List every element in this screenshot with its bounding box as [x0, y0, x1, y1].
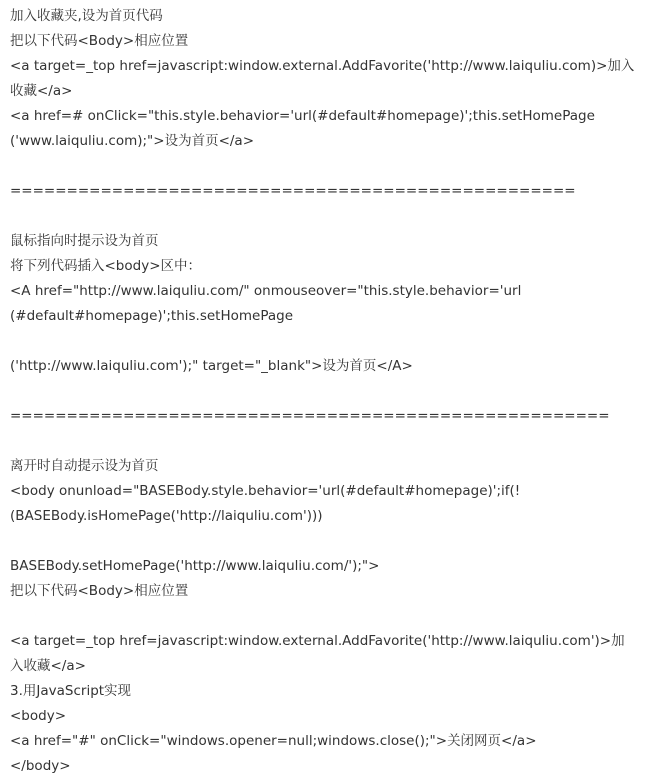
text-line: <body> [10, 708, 67, 724]
separator-line: ================================================== [10, 183, 576, 199]
text-line: BASEBody.setHomePage('http://www.laiquliu.com/');"> [10, 558, 380, 574]
text-line: <a target=_top href=javascript:window.external.AddFavorite('http://www.laiquliu.com)>加入 [10, 58, 635, 74]
blank-line [10, 604, 660, 629]
blank-line [10, 379, 660, 404]
blank-line [10, 154, 660, 179]
text-line: <A href="http://www.laiquliu.com/" onmouseover="this.style.behavior='url [10, 283, 522, 299]
blank-line [10, 529, 660, 554]
section-heading: 鼠标指向时提示设为首页 [10, 233, 159, 249]
separator-line: ===================================================== [10, 408, 610, 424]
text-line: <a href="#" onClick="windows.opener=null;windows.close();">关闭网页</a> [10, 733, 537, 749]
code-document [10, 4, 660, 779]
text-line: ('www.laiquliu.com);">设为首页</a> [10, 133, 255, 149]
text-line: 收藏</a> [10, 83, 73, 99]
blank-line [10, 429, 660, 454]
text-line: (BASEBody.isHomePage('http://laiquliu.com'))) [10, 508, 323, 524]
section-heading: 离开时自动提示设为首页 [10, 458, 159, 474]
text-line: 加入收藏夹,设为首页代码 [10, 8, 163, 24]
blank-line [10, 329, 660, 354]
text-line: 把以下代码<Body>相应位置 [10, 33, 189, 49]
text-line: <a target=_top href=javascript:window.external.AddFavorite('http://www.laiquliu.com')>加 [10, 633, 625, 649]
text-line: </body> [10, 758, 71, 774]
text-line: (#default#homepage)';this.setHomePage [10, 308, 294, 324]
text-line: 将下列代码插入<body>区中： [10, 258, 202, 274]
section-heading: 3.用JavaScript实现 [10, 683, 132, 699]
text-line: 把以下代码<Body>相应位置 [10, 583, 189, 599]
blank-line [10, 204, 660, 229]
text-line: ('http://www.laiquliu.com');" target="_blank">设为首页</A> [10, 358, 413, 374]
text-line: 入收藏</a> [10, 658, 86, 674]
text-line: <a href=# onClick="this.style.behavior='url(#default#homepage)';this.setHomePage [10, 108, 595, 124]
text-line: <body onunload="BASEBody.style.behavior='url(#default#homepage)';if(! [10, 483, 521, 499]
